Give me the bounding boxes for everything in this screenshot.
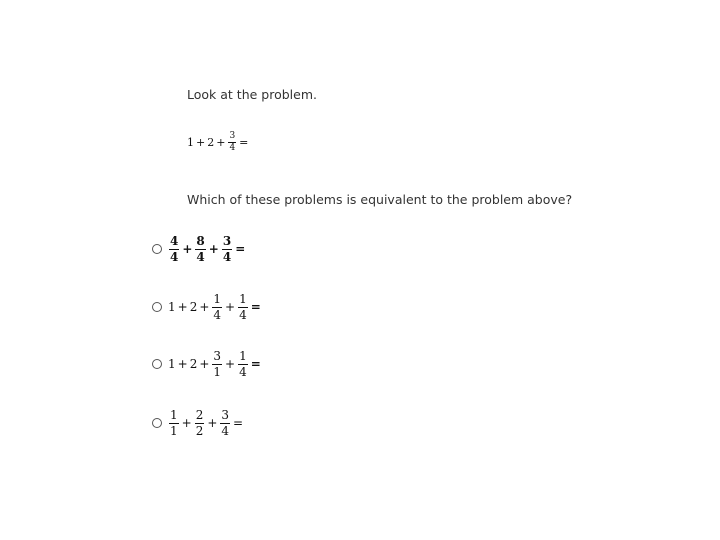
operator: +	[177, 357, 188, 372]
equals-sign: =	[239, 136, 249, 150]
operator: +	[207, 416, 218, 431]
denominator: 4	[213, 307, 222, 322]
numerator: 1	[213, 292, 222, 306]
choice-b-expression	[167, 293, 262, 321]
denominator: 4	[229, 143, 236, 154]
fraction	[195, 235, 205, 263]
equals-sign: =	[235, 242, 246, 257]
denominator: 4	[222, 249, 232, 264]
denominator: 4	[221, 423, 230, 438]
equals-sign: =	[250, 300, 261, 315]
term: 1	[187, 136, 194, 150]
denominator: 4	[170, 249, 179, 264]
choice-c-expression	[167, 350, 262, 378]
fraction	[228, 132, 236, 154]
numerator: 3	[221, 408, 230, 422]
operator: +	[208, 242, 219, 257]
term: 1	[168, 300, 176, 315]
denominator: 4	[239, 364, 247, 379]
denominator: 4	[196, 249, 205, 264]
operator: +	[199, 300, 210, 315]
fraction	[212, 350, 222, 378]
term: 1	[168, 357, 176, 372]
numerator: 3	[229, 131, 236, 141]
fraction	[222, 235, 232, 263]
numerator: 1	[170, 408, 178, 422]
numerator: 2	[195, 408, 204, 422]
choice-d-expression	[167, 409, 244, 437]
denominator: 1	[213, 364, 222, 379]
equals-sign: =	[250, 357, 261, 372]
problem-expression	[186, 132, 249, 154]
equals-sign: =	[233, 416, 244, 431]
operator: +	[199, 357, 210, 372]
operator: +	[225, 357, 236, 372]
denominator: 4	[239, 307, 247, 322]
fraction	[169, 409, 179, 437]
fraction	[220, 409, 230, 437]
operator: +	[225, 300, 236, 315]
term: 2	[207, 136, 215, 150]
numerator: 8	[196, 234, 205, 248]
term: 2	[189, 357, 198, 372]
numerator: 4	[170, 234, 179, 248]
numerator: 3	[222, 234, 232, 248]
fraction	[169, 235, 179, 263]
term: 2	[189, 300, 198, 315]
fraction	[212, 293, 222, 321]
radio-button-d[interactable]	[152, 418, 162, 428]
operator: +	[182, 242, 193, 257]
numerator: 3	[213, 349, 222, 363]
numerator: 1	[239, 349, 247, 363]
fraction	[195, 409, 205, 437]
answer-choice-c[interactable]	[152, 350, 262, 378]
radio-button-b[interactable]	[152, 302, 162, 312]
answer-choice-d[interactable]	[152, 409, 244, 437]
operator: +	[216, 136, 226, 150]
question-text: Which of these problems is equivalent to the problem above?	[187, 192, 573, 207]
radio-button-a[interactable]	[152, 244, 162, 254]
answer-choice-a[interactable]	[152, 235, 246, 263]
choice-a-expression	[167, 235, 246, 263]
fraction	[238, 293, 248, 321]
radio-button-c[interactable]	[152, 359, 162, 369]
fraction	[238, 350, 248, 378]
operator: +	[177, 300, 188, 315]
answer-choice-b[interactable]	[152, 293, 262, 321]
operator: +	[181, 416, 192, 431]
operator: +	[196, 136, 206, 150]
numerator: 1	[239, 292, 247, 306]
denominator: 2	[195, 423, 204, 438]
denominator: 1	[170, 423, 178, 438]
instruction-text: Look at the problem.	[187, 87, 317, 102]
